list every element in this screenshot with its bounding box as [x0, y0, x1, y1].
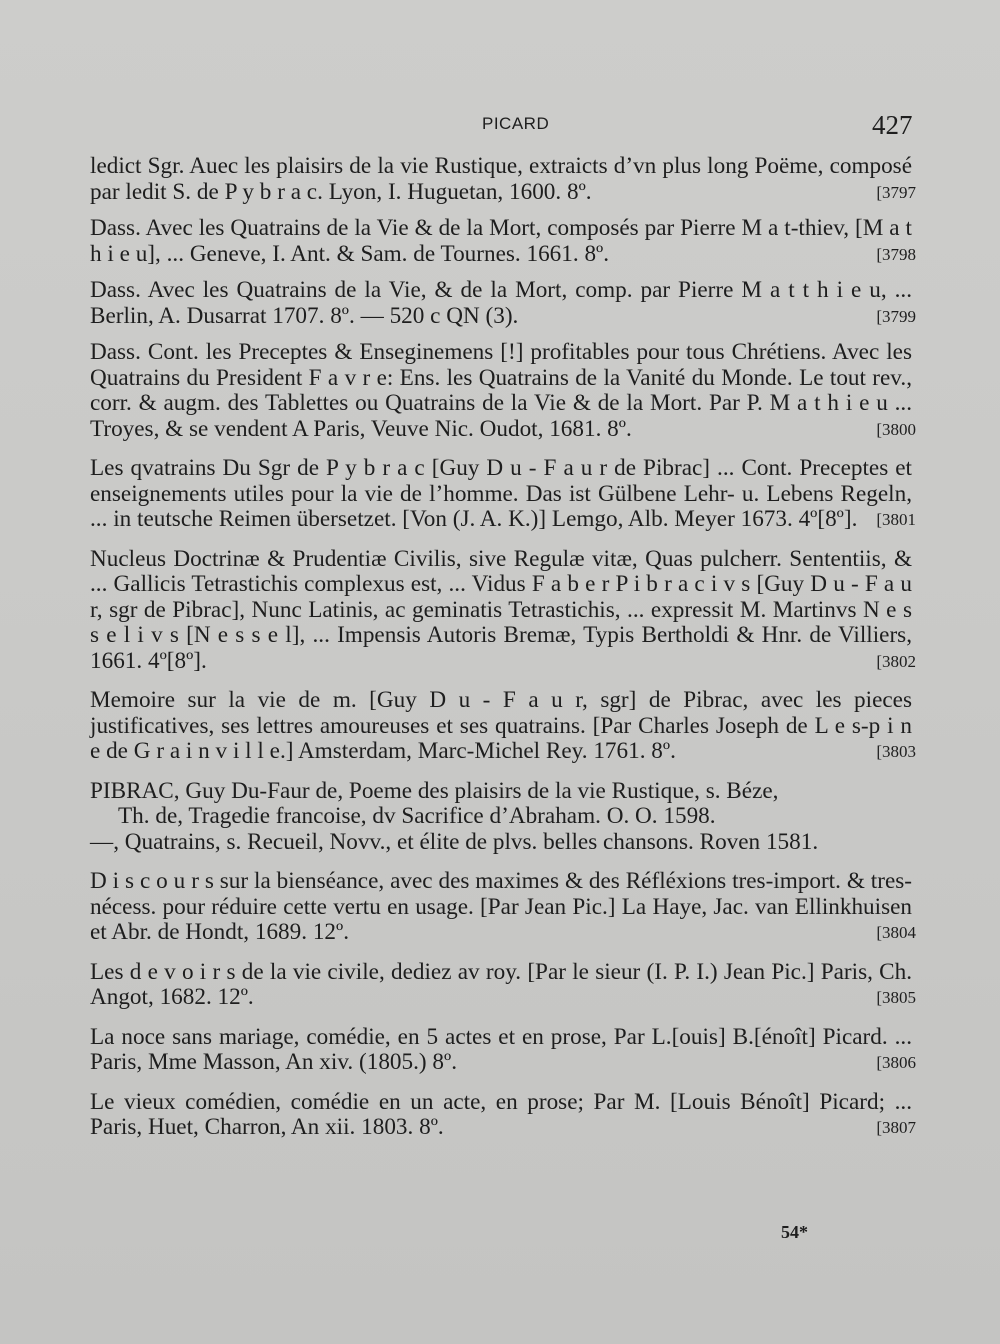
- entry-number: [3806: [876, 1053, 916, 1072]
- entry-number: [3799: [876, 306, 916, 326]
- entry-number: [3807: [876, 1118, 916, 1137]
- entry-text: Dass. Cont. les Preceptes & Enseginemens [!] profitables pour tous Chrétiens. Avec les Quatrains du President F a v r e: Ens. les Quatrains de la Vanité du Monde. Le tout rev., corr. & augm. des Tablettes ou Quatrains de la Vie & de la Mort. Par P. M a t h i e u ... Troyes, & se vendent A Paris, Veuve Nic. Oudot, 1681. 8º.: [90, 339, 912, 442]
- entry-text: Dass. Avec les Quatrains de la Vie, & de la Mort, comp. par Pierre M a t t h i e u, ... Berlin, A. Dusarrat 1707. 8º. — 520 c QN (3).: [90, 277, 912, 329]
- entry-3800: [90, 340, 916, 442]
- entry-3799: [90, 278, 916, 329]
- entry-text: Les qvatrains Du Sgr de P y b r a c [Guy D u - F a u r de Pibrac] ... Cont. Preceptes et enseignements utiles pour la vie de l’homme. Das ist Gülbene Lehr- u. Lebens Regeln, ... in teutsche Reimen übersetzet. [Von (J. A. K.)] Lemgo, Alb. Meyer 1673. 4º[8º].: [90, 455, 912, 532]
- entry-text: Le vieux comédien, comédie en un acte, en prose; Par M. [Louis Bénoît] Picard; ... Paris, Huet, Charron, An xii. 1803. 8º.: [90, 1088, 912, 1140]
- entry-text: Dass. Avec les Quatrains de la Vie & de la Mort, composés par Pierre M a t-thiev, [M a t h i e u], ... Geneve, I. Ant. & Sam. de Tournes. 1661. 8º.: [90, 215, 912, 267]
- entry-number: [3804: [876, 923, 916, 942]
- pibrac-line: PIBRAC, Guy Du-Faur de, Poeme des plaisirs de la vie Rustique, s. Béze,: [90, 777, 779, 804]
- entry-3804: [90, 869, 916, 946]
- entry-number: [3802: [876, 651, 916, 671]
- entry-3806: [90, 1025, 916, 1076]
- entry-text: ledict Sgr. Auec les plaisirs de la vie Rustique, extraicts d’vn plus long Poëme, composé par ledit S. de P y b r a c. Lyon, I. Huguetan, 1600. 8º.: [90, 153, 912, 205]
- entry-3805: [90, 960, 916, 1011]
- entry-text: Les d e v o i r s de la vie civile, dediez av roy. [Par le sieur (I. P. I.) Jean Pic.] Paris, Ch. Angot, 1682. 12º.: [90, 958, 912, 1010]
- entry-list: [90, 154, 916, 1155]
- entry-3798: [90, 216, 916, 267]
- entry-3797: [90, 154, 916, 205]
- pibrac-heading-entry: [90, 779, 916, 856]
- entry-number: [3803: [876, 742, 916, 761]
- entry-number: [3801: [876, 510, 916, 529]
- entry-3802: [90, 547, 916, 675]
- entry-number: [3797: [876, 182, 916, 202]
- entry-text: Nucleus Doctrinæ & Prudentiæ Civilis, sive Regulæ vitæ, Quas pulcherr. Sententiis, & ... Gallicis Tetrastichis complexus est, ... Vidus F a b e r P i b r a c i v s [Guy D u - F a u r, sgr de Pibrac], Nunc Latinis, ac geminatis Tetrastichis, ... expressit M. Martinvs N e s s e l i v s [N e s s e l], ... Impensis Autoris Bremæ, Typis Bertholdi & Hnr. de Villiers, 1661. 4º[8º].: [90, 545, 912, 674]
- entry-3803: [90, 688, 916, 765]
- entry-3801: [90, 456, 916, 533]
- entry-3807: [90, 1090, 916, 1141]
- entry-text: D i s c o u r s sur la bienséance, avec des maximes & des Réfléxions tres-import. & tres-nécess. pour réduire cette vertu en usage. [Par Jean Pic.] La Haye, Jac. van Ellinkhuisen et Abr. de Hondt, 1689. 12º.: [90, 868, 912, 945]
- page-number: 427: [872, 110, 913, 140]
- entry-number: [3800: [876, 419, 916, 439]
- pibrac-line: Th. de, Tragedie francoise, dv Sacrifice d’Abraham. O. O. 1598.: [118, 803, 716, 829]
- entry-number: [3805: [876, 988, 916, 1007]
- entry-text: La noce sans mariage, comédie, en 5 actes et en prose, Par L.[ouis] B.[énoît] Picard. ... Paris, Mme Masson, An xiv. (1805.) 8º.: [90, 1023, 912, 1075]
- running-title: PICARD: [482, 114, 550, 133]
- pibrac-line: —, Quatrains, s. Recueil, Novv., et élite de plvs. belles chansons. Roven 1581.: [90, 828, 819, 855]
- signature-mark: 54*: [781, 1222, 808, 1242]
- entry-number: [3798: [876, 244, 916, 264]
- entry-text: Memoire sur la vie de m. [Guy D u - F a u r, sgr] de Pibrac, avec les pieces justificatives, ses lettres amoureuses et ses quatrains. [Par Charles Joseph de L e s-p i n e de G r a i n v i l l e.] Amsterdam, Marc-Michel Rey. 1761. 8º.: [90, 687, 912, 764]
